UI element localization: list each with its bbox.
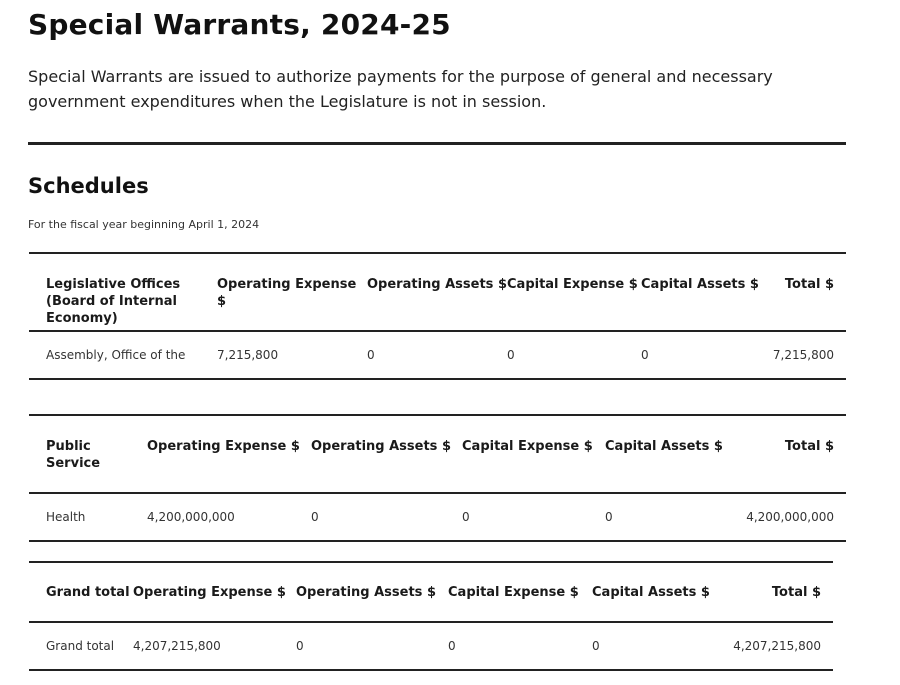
cell-capital-assets: 0 [605, 510, 613, 524]
column-header-capital-assets: Capital Assets $ [592, 584, 710, 600]
cell-total: 4,200,000,000 [746, 510, 834, 524]
intro-paragraph: Special Warrants are issued to authorize payments for the purpose of general and necessary government expenditures when the Legislature is not in session. [28, 67, 773, 111]
column-header-capital-expense: Capital Expense $ [507, 277, 638, 292]
column-header-capital-expense: Capital Expense $ [462, 439, 593, 454]
column-header-operating-assets: Operating Assets $ [367, 277, 507, 292]
column-header-capital-expense: Capital Expense $ [448, 584, 579, 600]
fiscal-year-note: For the fiscal year beginning April 1, 2024 [28, 218, 260, 231]
row-label: Health [46, 510, 86, 524]
cell-operating-expense: 7,215,800 [217, 348, 279, 362]
column-header-operating-expense: Operating Expense $ [133, 584, 286, 600]
public-service-table [29, 414, 846, 542]
section-divider [28, 142, 846, 145]
table-row [29, 622, 833, 670]
column-header-capital-assets: Capital Assets $ [641, 277, 759, 292]
column-header-capital-assets: Capital Assets $ [605, 439, 723, 454]
cell-capital-expense: 0 [507, 348, 515, 362]
column-header-category: Public Service [46, 439, 101, 471]
cell-capital-assets: 0 [641, 348, 649, 362]
table-header-row [29, 253, 846, 331]
column-header-operating-assets: Operating Assets $ [311, 439, 451, 454]
cell-total: 7,215,800 [772, 348, 834, 362]
table-row [29, 493, 846, 541]
cell-capital-assets: 0 [592, 639, 600, 653]
column-header-total: Total $ [771, 584, 821, 600]
cell-total: 4,207,215,800 [733, 639, 821, 653]
column-header-category: Grand total [46, 584, 130, 600]
column-header-category: Legislative Offices (Board of Internal Economy) [46, 277, 181, 326]
row-label: Assembly, Office of the [46, 348, 186, 362]
table-header-row [29, 562, 833, 622]
column-header-operating-expense: Operating Expense $ [217, 277, 357, 309]
column-header-total: Total $ [784, 439, 834, 454]
page-title: Special Warrants, 2024-25 [28, 8, 451, 41]
cell-operating-assets: 0 [296, 639, 304, 653]
row-label: Grand total [46, 639, 115, 653]
cell-operating-expense: 4,207,215,800 [133, 639, 221, 653]
column-header-total: Total $ [784, 277, 834, 292]
cell-capital-expense: 0 [448, 639, 456, 653]
legislative-offices-table [29, 252, 846, 380]
schedules-heading: Schedules [28, 174, 149, 198]
table-row [29, 331, 846, 379]
cell-operating-assets: 0 [367, 348, 375, 362]
column-header-operating-expense: Operating Expense $ [147, 439, 300, 454]
grand-total-table [29, 561, 833, 671]
cell-capital-expense: 0 [462, 510, 470, 524]
cell-operating-assets: 0 [311, 510, 319, 524]
cell-operating-expense: 4,200,000,000 [147, 510, 235, 524]
table-header-row [29, 415, 846, 493]
column-header-operating-assets: Operating Assets $ [296, 584, 436, 600]
